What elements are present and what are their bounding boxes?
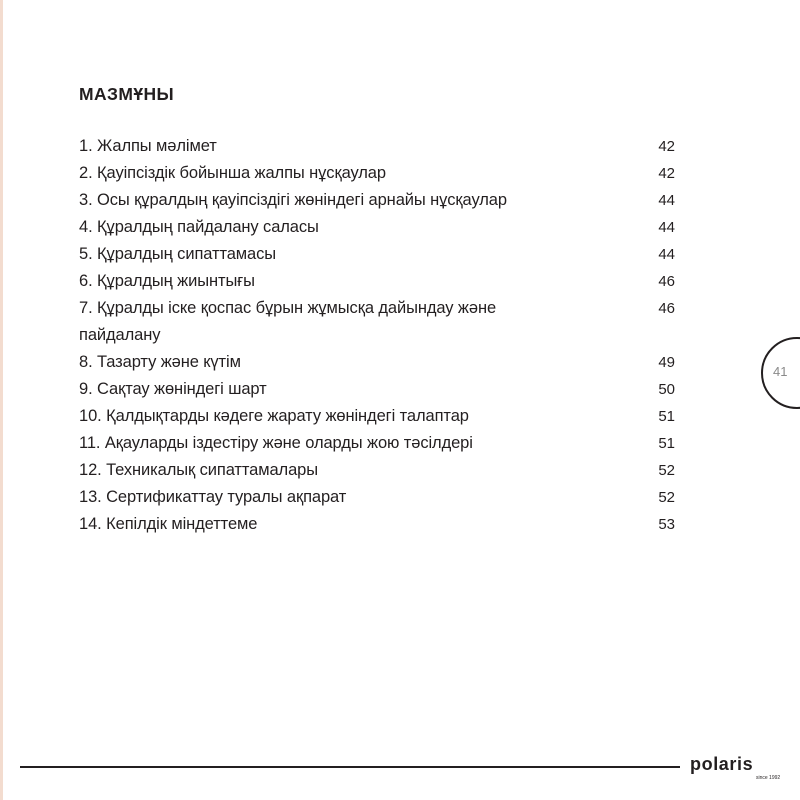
toc-item[interactable] bbox=[79, 457, 675, 484]
toc-item[interactable] bbox=[79, 187, 675, 214]
toc-item-page: 46 bbox=[658, 273, 675, 290]
toc-item-page: 44 bbox=[658, 219, 675, 236]
toc-item-label: 5. Құралдың сипаттамасы bbox=[79, 245, 277, 263]
page-title: МАЗМҰНЫ bbox=[79, 84, 175, 104]
toc-item-label: 12. Техникалық сипаттамалары bbox=[79, 461, 318, 479]
toc-item-label: 7. Құралды іске қоспас бұрын жұмысқа дайындау және пайдалану bbox=[79, 299, 497, 344]
toc-item-page: 52 bbox=[658, 489, 675, 506]
toc-item-page: 44 bbox=[658, 192, 675, 209]
toc-item[interactable] bbox=[79, 376, 675, 403]
toc-item-label: 14. Кепілдік міндеттеме bbox=[79, 515, 258, 533]
toc-item[interactable] bbox=[79, 268, 675, 295]
toc-item[interactable] bbox=[79, 295, 675, 349]
toc-item[interactable] bbox=[79, 430, 675, 457]
brand-tagline: since 1992 bbox=[756, 775, 781, 780]
toc-item[interactable] bbox=[79, 160, 675, 187]
toc-item-label: 11. Ақауларды іздестіру және оларды жою тәсілдері bbox=[79, 434, 473, 452]
toc-item-label: 8. Тазарту және күтім bbox=[79, 353, 241, 371]
toc-item[interactable] bbox=[79, 241, 675, 268]
toc-item-page: 51 bbox=[658, 435, 675, 452]
toc-item-page: 50 bbox=[658, 381, 675, 398]
toc-item-label: 1. Жалпы мәлімет bbox=[79, 137, 217, 155]
toc-item-label: 9. Сақтау жөніндегі шарт bbox=[79, 380, 267, 398]
toc-item[interactable] bbox=[79, 133, 675, 160]
page-number: 41 bbox=[773, 364, 788, 379]
polaris-logo bbox=[690, 754, 782, 780]
toc-item-label: 3. Осы құралдың қауіпсіздігі жөніндегі арнайы нұсқаулар bbox=[79, 191, 507, 209]
toc-item[interactable] bbox=[79, 484, 675, 511]
toc-item-page: 51 bbox=[658, 408, 675, 425]
toc-item-label: 10. Қалдықтарды кәдеге жарату жөніндегі талаптар bbox=[79, 407, 469, 425]
table-of-contents bbox=[79, 133, 675, 538]
toc-item-page: 53 bbox=[658, 516, 675, 533]
toc-item[interactable] bbox=[79, 511, 675, 538]
page-edge-accent bbox=[0, 0, 3, 800]
toc-item-label: 13. Сертификаттау туралы ақпарат bbox=[79, 488, 347, 506]
footer-divider bbox=[20, 766, 680, 768]
toc-item-label: 2. Қауіпсіздік бойынша жалпы нұсқаулар bbox=[79, 164, 386, 182]
toc-item-label: 6. Құралдың жиынтығы bbox=[79, 272, 255, 290]
brand-wordmark: polaris bbox=[690, 754, 754, 774]
toc-item-page: 44 bbox=[658, 246, 675, 263]
toc-item-page: 42 bbox=[658, 165, 675, 182]
toc-item-page: 49 bbox=[658, 354, 675, 371]
toc-item-page: 46 bbox=[658, 300, 675, 317]
toc-item-label: 4. Құралдың пайдалану саласы bbox=[79, 218, 319, 236]
toc-item[interactable] bbox=[79, 403, 675, 430]
toc-item[interactable] bbox=[79, 349, 675, 376]
toc-item[interactable] bbox=[79, 214, 675, 241]
toc-item-page: 42 bbox=[658, 138, 675, 155]
toc-item-page: 52 bbox=[658, 462, 675, 479]
